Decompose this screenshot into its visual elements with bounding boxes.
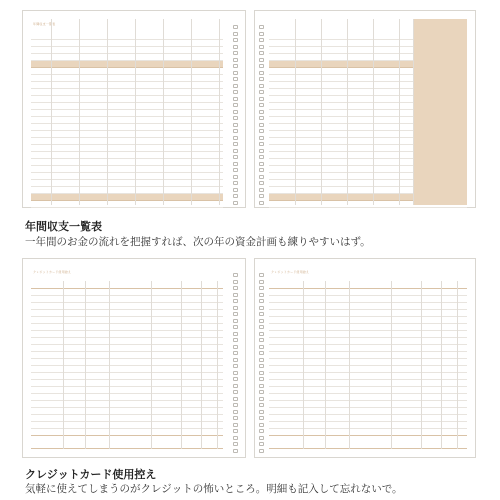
column-divider xyxy=(219,19,220,205)
binder-hole xyxy=(259,162,264,166)
binder-hole xyxy=(233,377,238,381)
binder-hole xyxy=(259,51,264,55)
binder-hole xyxy=(233,123,238,127)
ruled-line xyxy=(269,345,467,352)
column-divider xyxy=(457,281,458,449)
binder-hole xyxy=(233,51,238,55)
binder-holes-credit-right xyxy=(259,273,265,453)
binder-hole xyxy=(259,142,264,146)
ruled-line xyxy=(269,387,467,394)
binder-hole xyxy=(259,129,264,133)
ruled-line xyxy=(31,401,223,408)
column-divider xyxy=(347,19,348,205)
binder-hole xyxy=(259,371,264,375)
annual-total-column xyxy=(413,19,467,205)
binder-hole xyxy=(259,416,264,420)
ruled-line xyxy=(269,317,467,324)
ruled-line xyxy=(31,408,223,415)
binder-hole xyxy=(259,325,264,329)
binder-hole xyxy=(259,116,264,120)
binder-hole xyxy=(259,384,264,388)
ruled-line xyxy=(31,310,223,317)
binder-hole xyxy=(233,168,238,172)
column-divider xyxy=(373,19,374,205)
binder-hole xyxy=(233,332,238,336)
binder-hole xyxy=(233,64,238,68)
column-divider xyxy=(391,281,392,449)
binder-hole xyxy=(233,149,238,153)
binder-hole xyxy=(259,351,264,355)
credit-log-page-title-right: クレジットカード使用控え xyxy=(271,270,310,274)
ruled-line xyxy=(31,373,223,380)
binder-hole xyxy=(259,319,264,323)
binder-hole xyxy=(233,306,238,310)
ruled-line xyxy=(31,145,223,152)
ruled-line xyxy=(31,352,223,359)
annual-section-description: 一年間のお金の流れを把握すれば、次の年の資金計画も練りやすいはず。 xyxy=(25,236,371,248)
column-divider xyxy=(217,281,218,449)
ruled-line xyxy=(31,110,223,117)
binder-hole xyxy=(259,123,264,127)
binder-hole xyxy=(259,58,264,62)
binder-hole xyxy=(259,423,264,427)
binder-hole xyxy=(233,45,238,49)
ruled-line xyxy=(31,159,223,166)
binder-hole xyxy=(233,442,238,446)
annual-ledger-header xyxy=(31,19,223,33)
binder-hole xyxy=(259,280,264,284)
binder-hole xyxy=(233,58,238,62)
annual-ledger-left-page xyxy=(22,10,246,208)
binder-hole xyxy=(259,110,264,114)
binder-hole xyxy=(233,116,238,120)
column-divider xyxy=(181,281,182,449)
column-divider xyxy=(51,19,52,205)
binder-hole xyxy=(233,38,238,42)
binder-hole xyxy=(259,390,264,394)
binder-hole xyxy=(233,129,238,133)
binder-hole xyxy=(259,377,264,381)
column-divider xyxy=(201,281,202,449)
column-divider xyxy=(321,19,322,205)
binder-hole xyxy=(259,64,264,68)
ruled-line xyxy=(269,415,467,422)
ruled-line xyxy=(31,68,223,75)
column-divider xyxy=(441,281,442,449)
binder-hole xyxy=(259,397,264,401)
column-divider xyxy=(63,281,64,449)
column-divider xyxy=(135,19,136,205)
binder-hole xyxy=(233,416,238,420)
ruled-line xyxy=(31,422,223,429)
binder-hole xyxy=(233,194,238,198)
binder-hole xyxy=(233,351,238,355)
binder-hole xyxy=(233,364,238,368)
ruled-line xyxy=(31,201,223,208)
binder-hole xyxy=(233,299,238,303)
binder-hole xyxy=(259,149,264,153)
binder-hole xyxy=(233,162,238,166)
ruled-line xyxy=(31,131,223,138)
annual-ledger-page-title: 年間収支一覧表 xyxy=(33,22,56,26)
binder-hole xyxy=(233,273,238,277)
binder-hole xyxy=(259,273,264,277)
binder-hole xyxy=(259,97,264,101)
binder-hole xyxy=(259,155,264,159)
ruled-line xyxy=(269,408,467,415)
ruled-line xyxy=(31,380,223,387)
ruled-line xyxy=(31,124,223,131)
ruled-line xyxy=(31,394,223,401)
ruled-line xyxy=(31,366,223,373)
column-divider xyxy=(85,281,86,449)
ruled-line xyxy=(31,180,223,187)
binder-hole xyxy=(233,103,238,107)
binder-hole xyxy=(233,136,238,140)
column-divider xyxy=(399,19,400,205)
credit-log-column-header xyxy=(31,281,223,289)
binder-hole xyxy=(259,71,264,75)
ruled-line xyxy=(31,117,223,124)
column-divider xyxy=(107,19,108,205)
ruled-line xyxy=(31,359,223,366)
column-divider xyxy=(325,281,326,449)
column-divider xyxy=(295,19,296,205)
binder-hole xyxy=(259,410,264,414)
ruled-line xyxy=(31,324,223,331)
ruled-line xyxy=(31,415,223,422)
binder-hole xyxy=(233,390,238,394)
ruled-line xyxy=(269,289,467,296)
binder-hole xyxy=(259,38,264,42)
credit-log-footer xyxy=(31,435,223,449)
binder-hole xyxy=(233,338,238,342)
column-divider xyxy=(413,19,414,205)
column-divider xyxy=(421,281,422,449)
ruled-line xyxy=(269,352,467,359)
binder-hole xyxy=(233,32,238,36)
binder-hole xyxy=(233,319,238,323)
binder-hole xyxy=(233,312,238,316)
binder-hole xyxy=(259,436,264,440)
ruled-line xyxy=(31,40,223,47)
ruled-line xyxy=(31,296,223,303)
binder-hole xyxy=(233,142,238,146)
binder-hole xyxy=(233,358,238,362)
binder-hole xyxy=(259,77,264,81)
binder-hole xyxy=(233,90,238,94)
ruled-line xyxy=(31,82,223,89)
ruled-line xyxy=(31,317,223,324)
column-divider xyxy=(349,281,350,449)
binder-hole xyxy=(233,436,238,440)
binder-hole xyxy=(233,77,238,81)
credit-section-description: 気軽に使えてしまうのがクレジットの怖いところ。明細も記入して忘れないで。 xyxy=(25,483,403,495)
binder-hole xyxy=(259,345,264,349)
binder-hole xyxy=(233,429,238,433)
credit-log-header xyxy=(31,267,223,281)
ruled-line xyxy=(31,103,223,110)
binder-holes-credit xyxy=(233,273,239,453)
ruled-line xyxy=(31,345,223,352)
ruled-line xyxy=(31,75,223,82)
ruled-line xyxy=(31,54,223,61)
binder-hole xyxy=(233,403,238,407)
binder-hole xyxy=(259,32,264,36)
binder-hole xyxy=(233,71,238,75)
ruled-line xyxy=(269,359,467,366)
annual-ledger-rows xyxy=(31,33,223,208)
binder-hole xyxy=(233,371,238,375)
ruled-line xyxy=(31,89,223,96)
ruled-line xyxy=(31,166,223,173)
ruled-line xyxy=(269,338,467,345)
binder-hole xyxy=(233,325,238,329)
ruled-line xyxy=(31,187,223,194)
binder-hole xyxy=(259,168,264,172)
binder-hole xyxy=(259,403,264,407)
credit-log-rows xyxy=(31,289,223,429)
column-divider xyxy=(79,19,80,205)
ruled-line xyxy=(269,422,467,429)
column-divider xyxy=(303,281,304,449)
binder-holes-right xyxy=(259,25,265,205)
annual-section-title: 年間収支一覧表 xyxy=(25,220,102,233)
ruled-line xyxy=(31,61,223,68)
ruled-line xyxy=(31,194,223,201)
binder-hole xyxy=(233,293,238,297)
binder-holes xyxy=(233,25,239,205)
binder-hole xyxy=(233,84,238,88)
binder-hole xyxy=(259,84,264,88)
binder-hole xyxy=(259,338,264,342)
ruled-line xyxy=(31,152,223,159)
binder-hole xyxy=(259,90,264,94)
ruled-line xyxy=(31,47,223,54)
binder-hole xyxy=(233,181,238,185)
binder-hole xyxy=(233,397,238,401)
credit-section-title: クレジットカード使用控え xyxy=(25,468,157,481)
binder-hole xyxy=(259,442,264,446)
binder-hole xyxy=(259,449,264,453)
ruled-line xyxy=(31,33,223,40)
credit-log-right-page xyxy=(254,258,476,458)
binder-hole xyxy=(233,384,238,388)
ruled-line xyxy=(31,387,223,394)
ruled-line xyxy=(269,331,467,338)
ruled-line xyxy=(31,96,223,103)
binder-hole xyxy=(233,25,238,29)
binder-hole xyxy=(233,280,238,284)
binder-hole xyxy=(233,410,238,414)
binder-hole xyxy=(233,155,238,159)
credit-log-header-right xyxy=(269,267,467,281)
binder-hole xyxy=(233,345,238,349)
credit-log-rows-right xyxy=(269,289,467,429)
binder-hole xyxy=(259,286,264,290)
binder-hole xyxy=(259,293,264,297)
binder-hole xyxy=(233,449,238,453)
binder-hole xyxy=(259,358,264,362)
binder-hole xyxy=(233,188,238,192)
ruled-line xyxy=(269,366,467,373)
column-divider xyxy=(191,19,192,205)
binder-hole xyxy=(259,299,264,303)
binder-hole xyxy=(259,103,264,107)
ruled-line xyxy=(269,373,467,380)
ruled-line xyxy=(269,394,467,401)
binder-hole xyxy=(233,201,238,205)
ruled-line xyxy=(269,296,467,303)
binder-hole xyxy=(259,306,264,310)
column-divider xyxy=(109,281,110,449)
ruled-line xyxy=(31,331,223,338)
credit-log-page-title: クレジットカード使用控え xyxy=(33,270,72,274)
ruled-line xyxy=(31,303,223,310)
credit-log-column-header-right xyxy=(269,281,467,289)
binder-hole xyxy=(233,423,238,427)
annual-ledger-right-page xyxy=(254,10,476,208)
ruled-line xyxy=(31,338,223,345)
binder-hole xyxy=(233,110,238,114)
binder-hole xyxy=(259,429,264,433)
binder-hole xyxy=(259,175,264,179)
binder-hole xyxy=(259,312,264,316)
ruled-line xyxy=(269,324,467,331)
binder-hole xyxy=(259,364,264,368)
binder-hole xyxy=(233,286,238,290)
ruled-line xyxy=(269,303,467,310)
credit-log-left-page xyxy=(22,258,246,458)
binder-hole xyxy=(259,188,264,192)
ruled-line xyxy=(269,310,467,317)
credit-log-footer-right xyxy=(269,435,467,449)
ruled-line xyxy=(269,380,467,387)
binder-hole xyxy=(233,175,238,179)
binder-hole xyxy=(259,136,264,140)
binder-hole xyxy=(259,201,264,205)
ruled-line xyxy=(31,289,223,296)
binder-hole xyxy=(259,181,264,185)
column-divider xyxy=(151,281,152,449)
binder-hole xyxy=(259,332,264,336)
ruled-line xyxy=(31,138,223,145)
binder-hole xyxy=(259,25,264,29)
ruled-line xyxy=(31,173,223,180)
column-divider xyxy=(163,19,164,205)
binder-hole xyxy=(233,97,238,101)
ruled-line xyxy=(269,401,467,408)
binder-hole xyxy=(259,194,264,198)
binder-hole xyxy=(259,45,264,49)
